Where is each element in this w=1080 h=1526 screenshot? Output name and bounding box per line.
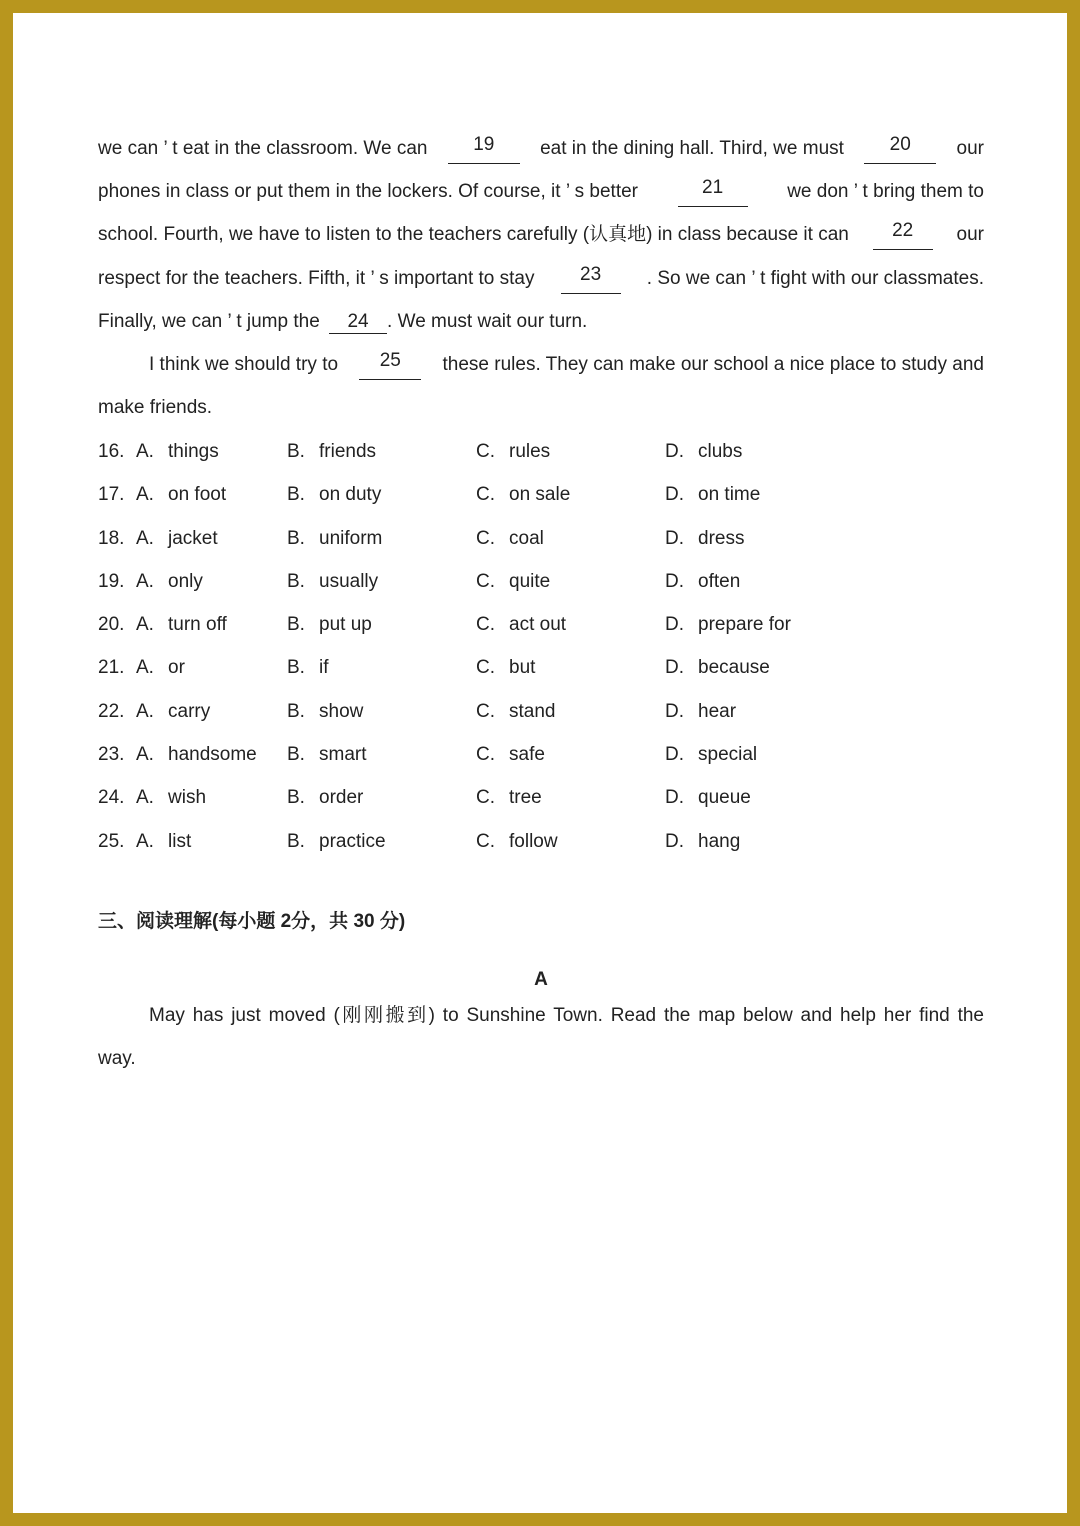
- question-row: [98, 740, 984, 770]
- question-number: 20.: [98, 614, 125, 635]
- passage-line-7: [98, 393, 984, 423]
- passage-text: our: [956, 138, 984, 159]
- passage-text: . So we can ’ t fight with our classmates.: [646, 268, 984, 289]
- option-a: jacket: [168, 528, 218, 549]
- passage-text: I think we should try to: [149, 354, 339, 375]
- question-number: 22.: [98, 701, 125, 722]
- option-c: act out: [509, 614, 567, 635]
- option-letter-d: D.: [665, 831, 684, 852]
- question-number: 24.: [98, 787, 125, 808]
- question-row: [98, 480, 984, 510]
- option-letter-b: B.: [287, 441, 305, 462]
- exam-page: [13, 13, 1067, 1513]
- option-letter-a: A.: [136, 528, 154, 549]
- option-letter-d: D.: [665, 657, 684, 678]
- intro-text: May has just moved (刚刚搬到) to Sunshine Town. Read the map below and help her find the: [149, 1005, 984, 1026]
- option-letter-d: D.: [665, 441, 684, 462]
- option-c: safe: [509, 744, 545, 765]
- passage-line-1: [98, 134, 984, 164]
- option-c: tree: [509, 787, 542, 808]
- question-number: 17.: [98, 484, 125, 505]
- question-row: [98, 827, 984, 857]
- option-letter-a: A.: [136, 744, 154, 765]
- blank-21: 21: [678, 177, 748, 207]
- question-number: 18.: [98, 528, 125, 549]
- option-letter-c: C.: [476, 528, 495, 549]
- option-letter-a: A.: [136, 441, 154, 462]
- option-letter-c: C.: [476, 484, 495, 505]
- question-row: [98, 697, 984, 727]
- question-row: [98, 653, 984, 683]
- intro-line-2: way.: [98, 1048, 136, 1069]
- question-number: 25.: [98, 831, 125, 852]
- option-letter-c: C.: [476, 614, 495, 635]
- blank-24: 24: [329, 311, 387, 334]
- option-letter-a: A.: [136, 831, 154, 852]
- option-letter-b: B.: [287, 528, 305, 549]
- passage-text: Finally, we can ’ t jump the: [98, 311, 320, 332]
- option-c: coal: [509, 528, 544, 549]
- intro-line-1: [149, 1001, 984, 1031]
- option-letter-d: D.: [665, 484, 684, 505]
- option-b: practice: [319, 831, 386, 852]
- option-c: rules: [509, 441, 551, 462]
- option-a: turn off: [168, 614, 227, 635]
- passage-text: we don ’ t bring them to: [787, 181, 984, 202]
- option-b: uniform: [319, 528, 383, 549]
- option-letter-c: C.: [476, 787, 495, 808]
- option-letter-d: D.: [665, 701, 684, 722]
- option-c: stand: [509, 701, 556, 722]
- passage-line-2: [98, 177, 984, 207]
- passage-text: phones in class or put them in the lockers. Of course, it ’ s better: [98, 181, 638, 202]
- option-letter-c: C.: [476, 831, 495, 852]
- question-number: 21.: [98, 657, 125, 678]
- option-c: but: [509, 657, 536, 678]
- option-letter-c: C.: [476, 657, 495, 678]
- passage-line-4: [98, 264, 984, 294]
- option-a: wish: [168, 787, 207, 808]
- option-letter-a: A.: [136, 614, 154, 635]
- option-b: usually: [319, 571, 379, 592]
- option-b: on duty: [319, 484, 382, 505]
- option-d: on time: [698, 484, 761, 505]
- option-letter-d: D.: [665, 571, 684, 592]
- option-d: dress: [698, 528, 745, 549]
- option-letter-c: C.: [476, 441, 495, 462]
- question-number: 19.: [98, 571, 125, 592]
- blank-23: 23: [561, 264, 621, 294]
- blank-20: 20: [864, 134, 936, 164]
- passage-line-6: [149, 350, 984, 380]
- option-letter-b: B.: [287, 701, 305, 722]
- option-d: because: [698, 657, 770, 678]
- option-c: on sale: [509, 484, 571, 505]
- section-heading: 三、阅读理解(每小题 2分，共 30 分): [98, 911, 406, 932]
- option-a: things: [168, 441, 219, 462]
- passage-text: these rules. They can make our school a nice place to study and: [442, 354, 984, 375]
- question-number: 16.: [98, 441, 125, 462]
- option-letter-a: A.: [136, 571, 154, 592]
- passage-line-3: [98, 220, 984, 250]
- option-a: on foot: [168, 484, 227, 505]
- passage-text: our: [956, 224, 984, 245]
- option-letter-b: B.: [287, 571, 305, 592]
- question-row: [98, 610, 984, 640]
- option-b: if: [319, 657, 329, 678]
- option-letter-a: A.: [136, 787, 154, 808]
- option-letter-a: A.: [136, 484, 154, 505]
- option-b: show: [319, 701, 364, 722]
- passage-text: we can ’ t eat in the classroom. We can: [98, 138, 428, 159]
- option-letter-b: B.: [287, 614, 305, 635]
- question-row: [98, 437, 984, 467]
- option-d: queue: [698, 787, 751, 808]
- option-letter-c: C.: [476, 701, 495, 722]
- option-a: only: [168, 571, 203, 592]
- option-d: often: [698, 571, 741, 592]
- option-c: follow: [509, 831, 558, 852]
- passage-text: . We must wait our turn.: [387, 311, 588, 332]
- option-b: order: [319, 787, 364, 808]
- option-letter-b: B.: [287, 787, 305, 808]
- option-d: hang: [698, 831, 741, 852]
- option-d: hear: [698, 701, 737, 722]
- option-d: clubs: [698, 441, 743, 462]
- option-b: put up: [319, 614, 372, 635]
- option-letter-d: D.: [665, 787, 684, 808]
- passage-text: eat in the dining hall. Third, we must: [540, 138, 844, 159]
- question-number: 23.: [98, 744, 125, 765]
- blank-25: 25: [359, 350, 421, 380]
- passage-text: make friends.: [98, 397, 213, 418]
- question-row: [98, 567, 984, 597]
- option-letter-b: B.: [287, 831, 305, 852]
- option-letter-b: B.: [287, 484, 305, 505]
- option-c: quite: [509, 571, 551, 592]
- option-d: special: [698, 744, 758, 765]
- blank-19: 19: [448, 134, 520, 164]
- passage-line-5: [98, 307, 984, 337]
- question-row: [98, 783, 984, 813]
- option-letter-d: D.: [665, 614, 684, 635]
- option-letter-d: D.: [665, 744, 684, 765]
- option-letter-c: C.: [476, 744, 495, 765]
- option-b: friends: [319, 441, 377, 462]
- passage-text: school. Fourth, we have to listen to the teachers carefully (认真地) in class because it can: [98, 224, 849, 245]
- option-a: list: [168, 831, 192, 852]
- option-a: or: [168, 657, 185, 678]
- option-letter-a: A.: [136, 657, 154, 678]
- part-title: A: [534, 969, 548, 990]
- option-letter-d: D.: [665, 528, 684, 549]
- option-a: carry: [168, 701, 211, 722]
- option-letter-c: C.: [476, 571, 495, 592]
- blank-22: 22: [873, 220, 933, 250]
- option-a: handsome: [168, 744, 257, 765]
- option-b: smart: [319, 744, 367, 765]
- option-letter-a: A.: [136, 701, 154, 722]
- option-letter-b: B.: [287, 657, 305, 678]
- question-row: [98, 524, 984, 554]
- option-letter-b: B.: [287, 744, 305, 765]
- option-d: prepare for: [698, 614, 791, 635]
- passage-text: respect for the teachers. Fifth, it ’ s important to stay: [98, 268, 535, 289]
